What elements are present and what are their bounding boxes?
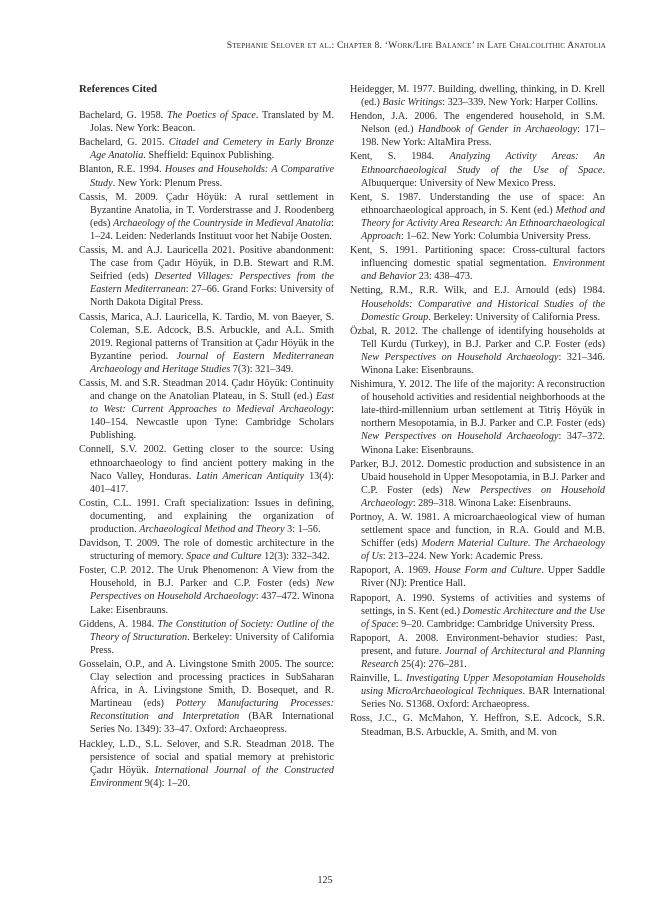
reference-entry — [79, 443, 334, 495]
reference-text: Hendon, J.A. 2006. The engendered household, in S.M. Nelson (ed.) — [350, 111, 605, 136]
reference-title: Method and Theory for Activity Area Research: An Ethnoarchaeological Approach — [361, 204, 605, 243]
reference-text: Rapoport, A. 1969. — [350, 565, 435, 577]
reference-title: Latin American Antiquity — [196, 470, 305, 482]
reference-entry — [79, 537, 334, 563]
reference-entry — [350, 191, 605, 243]
reference-text: : 1–62. New York: Columbia University Press. — [400, 231, 591, 243]
reference-text: 23: 438–473. — [416, 271, 473, 283]
reference-text: Davidson, T. 2009. The role of domestic architecture in the structuring of memory. — [79, 538, 334, 563]
reference-text: 9(4): 1–20. — [142, 777, 191, 789]
reference-entry — [79, 163, 334, 189]
section-heading: References Cited — [79, 83, 158, 95]
reference-text: Kent, S. 1987. Understanding the use of space: An ethnoarchaeological approach, in S. Kent (ed.) — [350, 191, 605, 216]
reference-title: Domestic Architecture and the Use of Space — [361, 605, 605, 630]
reference-title: New Perspectives on Household Archaeology — [361, 484, 605, 509]
reference-title: Deserted Villages: Perspectives from the Eastern Mediterranean — [90, 271, 334, 296]
reference-title: Journal of Eastern Mediterranean Archaeology and Heritage Studies — [90, 350, 335, 375]
reference-entry — [79, 244, 334, 309]
reference-title: Handbook of Gender in Archaeology — [418, 124, 578, 136]
reference-text: : 171–198. New York: AltaMira Press. — [361, 124, 605, 149]
reference-text: Giddens, A. 1984. — [79, 618, 158, 630]
reference-title: Environment and Behavior — [361, 258, 605, 283]
reference-text: : 321–346. Winona Lake: Eisenbrauns. — [361, 351, 605, 376]
reference-text: : 437–472. Winona Lake: Eisenbrauns. — [90, 591, 334, 616]
reference-text: . BAR International Series No. S1368. Oxford: Archaeopress. — [361, 686, 605, 711]
reference-title: Households: Comparative and Historical Studies of the Domestic Group — [361, 298, 605, 323]
reference-entry — [79, 618, 334, 657]
reference-entry — [79, 738, 334, 790]
reference-text: Rapoport, A. 1990. Systems of activities and systems of settings, in S. Kent (ed.) — [350, 592, 605, 617]
reference-text: Cassis, Marica, A.J. Lauricella, K. Tardio, M. von Baeyer, S. Coleman, S.E. Adcock, B.S. Arbuckle, and A.L. Smith 2019. Regional patterns of Transition at Çadır Höyük in the Byzantine period. — [79, 311, 334, 362]
reference-entry — [79, 311, 334, 376]
reference-text: : 27–66. Grand Forks: University of North Dakota Digital Press. — [90, 284, 334, 309]
reference-text: Gosselain, O.P., and A. Livingstone Smith 2005. The source: Clay selection and processing practices in SubSaharan Africa, in A. Livingstone Smith, D. Bosequet, and R. Martineau (eds) — [79, 658, 334, 710]
reference-title: The Constitution of Society: Outline of the Theory of Structuration — [90, 618, 334, 643]
reference-entry — [350, 564, 605, 590]
reference-entry — [350, 511, 605, 563]
reference-entry — [350, 325, 605, 377]
reference-text: . Translated by M. Jolas. New York: Beacon. — [90, 110, 335, 135]
page-number: 125 — [317, 875, 333, 886]
reference-text: 25(4): 276–281. — [398, 659, 467, 671]
reference-text: : 9–20. Cambridge: Cambridge University Press. — [395, 618, 595, 630]
reference-text: . Sheffield: Equinox Publishing. — [143, 150, 275, 162]
reference-text: . Berkeley: University of California Press. — [90, 631, 335, 656]
reference-text: . Berkeley: University of California Press. — [428, 311, 600, 323]
reference-text: Ross, J.C., G. McMahon, Y. Heffron, S.E. Adcock, S.R. Steadman, B.S. Arbuckle, A. Smith, and M. von — [350, 713, 605, 738]
reference-text: : 323–339. New York: Harper Collins. — [442, 97, 598, 109]
reference-text: Bachelard, G. 2015. — [79, 137, 169, 149]
reference-text: 7(3): 321–349. — [230, 363, 294, 375]
reference-title: Journal of Architectural and Planning Research — [361, 645, 606, 671]
reference-text: Netting, R.M., R.R. Wilk, and E.J. Arnould (eds) 1984. — [350, 285, 605, 297]
reference-text: Blanton, R.E. 1994. — [79, 164, 165, 176]
reference-title: Houses and Households: A Comparative Study — [90, 164, 335, 189]
reference-text: Nishimura, Y. 2012. The life of the majority: A reconstruction of household activities and residential neighborhoods at the late-third-millennium urban settlement at Titriş Höyük in northern Mesopotamia, in B.J. Parker and C.P. Foster (eds) — [350, 379, 605, 430]
reference-title: New Perspectives on Household Archaeology — [361, 351, 559, 363]
running-header-text: Stephanie Selover et al.: Chapter 8. ‘Work/Life Balance’ in Late Chalcolithic Anatolia — [226, 40, 606, 51]
reference-entry — [79, 109, 334, 135]
reference-entry — [350, 712, 605, 738]
reference-text: Foster, C.P. 2012. The Uruk Phenomenon: A View from the Household, in B.J. Parker and C.P. Foster (eds) — [79, 565, 334, 590]
reference-entry — [350, 632, 605, 671]
reference-title: Space and Culture — [186, 551, 262, 563]
reference-text: Connell, S.V. 2002. Getting closer to the source: Using ethnoarchaeology to find ancient pottery making in the Naco Valley, Honduras. — [79, 444, 334, 482]
reference-text: Heidegger, M. 1977. Building, dwelling, thinking, in D. Krell (ed.) — [350, 84, 605, 109]
reference-entry — [350, 458, 605, 510]
reference-entry — [79, 191, 334, 243]
reference-entry — [350, 150, 605, 189]
reference-text: : 213–224. New York: Academic Press. — [382, 551, 543, 563]
reference-entry — [350, 672, 605, 711]
reference-title: The Poetics of Space — [167, 110, 256, 122]
reference-title: Analyzing Activity Areas: An Ethnoarchaeological Study of the Use of Space — [361, 151, 606, 176]
reference-entry — [79, 497, 334, 536]
reference-text: Rainville, L. — [350, 673, 407, 685]
reference-title: New Perspectives on Household Archaeology — [361, 431, 559, 443]
reference-text: (BAR International Series No. 1349): 33–47. Oxford: Archaeopress. — [90, 711, 334, 736]
reference-text: . Albuquerque: University of New Mexico Press. — [361, 164, 605, 189]
reference-text: . New York: Plenum Press. — [112, 177, 223, 189]
reference-text: 12(3): 332–342. — [261, 551, 330, 563]
reference-title: Modern Material Culture. The Archaeology of Us — [361, 538, 605, 563]
reference-text: Bachelard, G. 1958. — [79, 110, 168, 122]
reference-text: Cassis, M. 2009. Çadır Höyük: A rural settlement in Byzantine Anatolia, in T. Vorderstrasse and J. Roodenberg (eds) — [79, 191, 334, 229]
reference-title: New Perspectives on Household Archaeology — [90, 578, 334, 603]
reference-text: Cassis, M. and A.J. Lauricella 2021. Positive abandonment: The case from Çadır Höyük, in D.B. Stewart and R.M. Seifried (eds) — [79, 245, 334, 283]
reference-title: Archaeological Method and Theory — [139, 524, 285, 535]
reference-text: 3: 1–56. — [284, 524, 321, 535]
reference-title: Pottery Manufacturing Processes: Reconstitution and Interpretation — [90, 698, 334, 723]
reference-entry — [350, 83, 605, 109]
reference-text: Özbal, R. 2012. The challenge of identifying households at Tell Kurdu (Turkey), in B.J. Parker and C.P. Foster (eds) — [350, 325, 605, 350]
reference-entry — [350, 284, 605, 323]
reference-text: Kent, S. 1984. — [350, 151, 450, 163]
reference-text: : 289–318. Winona Lake: Eisenbrauns. — [412, 497, 572, 509]
reference-title: East to West: Current Approaches to Medieval Archaeology — [90, 391, 334, 416]
reference-entry — [350, 378, 605, 457]
reference-text: Cassis, M. and S.R. Steadman 2014. Çadır Höyük: Continuity and change on the Anatolian Plateau, in S. Stull (ed.) — [79, 377, 334, 403]
running-header — [79, 40, 606, 51]
reference-text: Parker, B.J. 2012. Domestic production and subsistence in an Ubaid household in Upper Mesopotamia, in B.J. Parker and C.P. Foster (eds) — [350, 458, 605, 496]
reference-text: Kent, S. 1991. Partitioning space: Cross-cultural factors influencing domestic spatial segmentation. — [350, 245, 605, 270]
references-column-right — [350, 83, 605, 740]
reference-text: : 1–24. Leiden: Nederlands Instituut voor het Nabije Oosten. — [90, 217, 334, 242]
reference-text: 13(4): 401–417. — [90, 470, 334, 495]
reference-text: Costin, C.L. 1991. Craft specialization: Issues in defining, documenting, and explaining the organization of production. — [79, 497, 334, 535]
reference-text: : 347–372. Winona Lake: Eisenbrauns. — [361, 431, 605, 456]
reference-text: : 140–154. Newcastle upon Tyne: Cambridge Scholars Publishing. — [90, 404, 334, 442]
reference-entry — [350, 110, 605, 149]
reference-text: Portnoy, A. W. 1981. A microarchaeological view of human settlement space and function, in R.A. Gould and M.B. Schiffer (eds) — [350, 512, 605, 550]
reference-title: Archaeology of the Countryside in Medieval Anatolia — [112, 217, 332, 229]
references-column-left — [79, 83, 334, 791]
reference-title: Investigating Upper Mesopotamian Households using MicroArchaeological Techniques — [361, 673, 605, 698]
reference-title: House Form and Culture — [434, 565, 542, 577]
reference-title: International Journal of the Constructed Environment — [90, 764, 334, 789]
reference-entry — [79, 377, 334, 442]
reference-entry — [350, 244, 605, 283]
reference-entry — [350, 592, 605, 631]
reference-text: . Upper Saddle River (NJ): Prentice Hall. — [361, 565, 606, 590]
reference-entry — [79, 658, 334, 737]
reference-title: Basic Writings — [382, 97, 443, 109]
reference-entry — [79, 136, 334, 162]
reference-text: Hackley, L.D., S.L. Selover, and S.R. Steadman 2018. The persistence of social and spatial memory at prehistoric Çadır Höyük. — [79, 738, 334, 776]
reference-entry — [79, 564, 334, 616]
reference-text: Rapoport, A. 2008. Environment-behavior studies: Past, present, and future. — [350, 632, 605, 657]
reference-title: Citadel and Cemetery in Early Bronze Age Anatolia — [90, 137, 334, 162]
